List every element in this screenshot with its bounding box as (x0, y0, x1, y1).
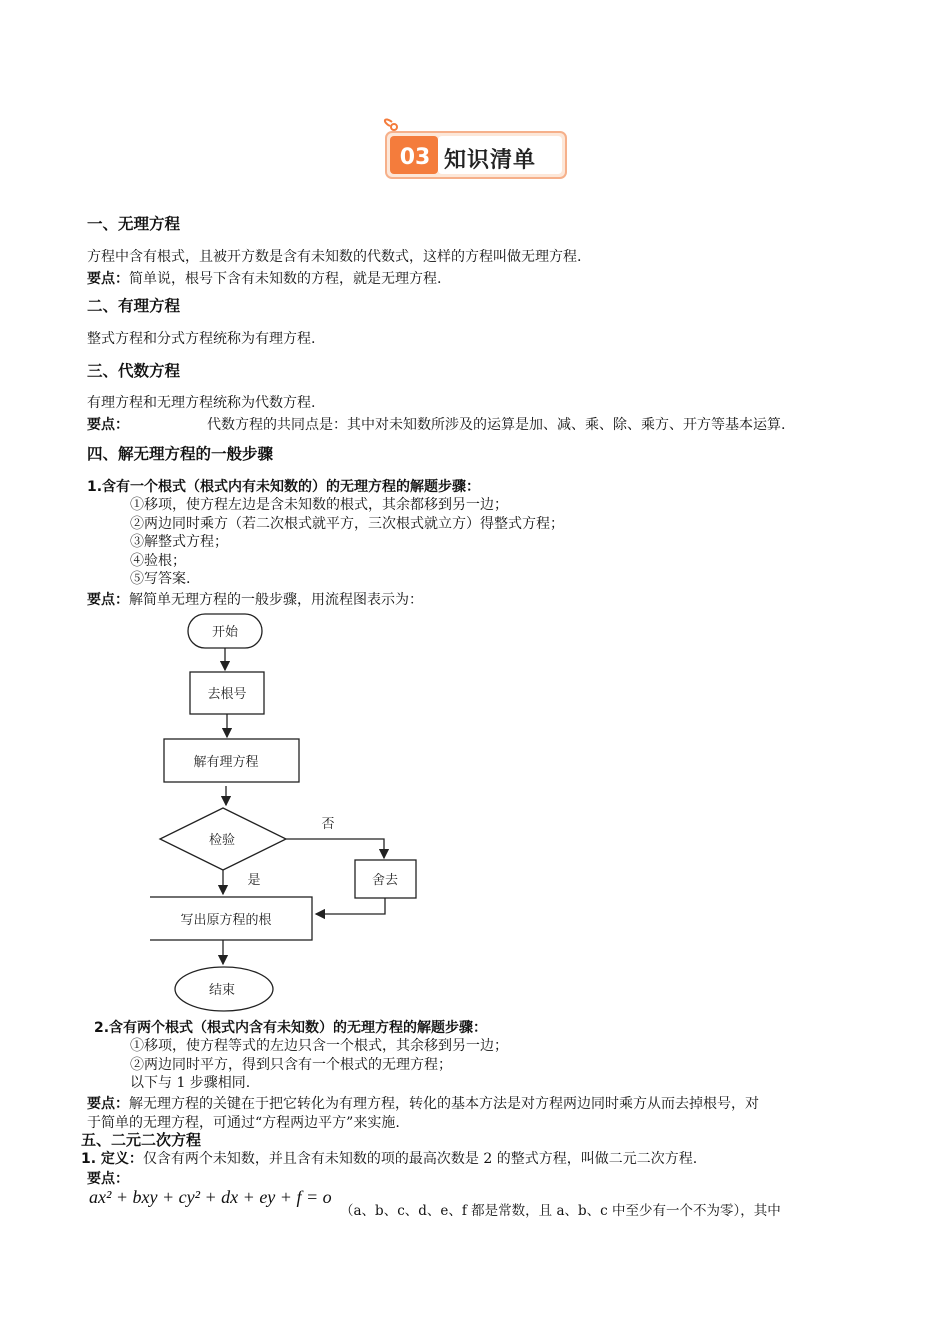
key-label: 要点： (87, 417, 129, 433)
definition-line (81, 1148, 697, 1168)
flowchart (150, 608, 440, 1016)
key-text: 简单说，根号下含有未知数的方程，就是无理方程. (129, 271, 442, 287)
step-item: ①移项，使方程等式的左边只含一个根式，其余移到另一边； (130, 1038, 508, 1054)
equation-note: （a、b、c、d、e、f 都是常数，且 a、b、c 中至少有一个不为零），其中 (340, 1203, 781, 1219)
heading-algebraic-equation: 三、代数方程 (87, 362, 181, 380)
step-item: ③解整式方程； (130, 534, 228, 550)
step-item: ②两边同时平方，得到只含有一个根式的无理方程； (130, 1056, 452, 1073)
banner-number: 03 (399, 145, 431, 170)
paragraph: 方程中含有根式，且被开方数是含有未知数的代数式，这样的方程叫做无理方程. (87, 249, 582, 265)
heading-quadratic-two-unknowns: 五、二元二次方程 (81, 1131, 202, 1149)
flow-start-label: 开始 (211, 625, 239, 640)
definition-text: 仅含有两个未知数，并且含有未知数的项的最高次数是 2 的整式方程，叫做二元二次方程. (142, 1151, 698, 1167)
general-equation: ax² + bxy + cy² + dx + ey + f = o (89, 1187, 332, 1207)
key-label: 要点： (87, 1171, 129, 1187)
flow-discard-label: 舍去 (371, 873, 399, 888)
key-text: 解简单无理方程的一般步骤，用流程图表示为： (129, 592, 423, 608)
key-label: 要点： (87, 1096, 129, 1112)
heading-irrational-equation: 一、无理方程 (87, 215, 181, 233)
key-label: 要点： (87, 271, 129, 287)
flow-remove-root-label: 去根号 (207, 687, 247, 702)
key-text: 代数方程的共同点是：其中对未知数所涉及的运算是加、减、乘、除、乘方、开方等基本运算. (207, 417, 786, 433)
flow-write-label: 写出原方程的根 (180, 913, 272, 928)
heading-rational-equation: 二、有理方程 (87, 297, 181, 315)
key-text-continued: 于简单的无理方程，可通过“方程两边平方”来实施. (87, 1115, 400, 1131)
key-point-line (87, 1093, 759, 1113)
step-item: ④验根； (130, 552, 186, 569)
key-text: 解无理方程的关键在于把它转化为有理方程，转化的基本方法是对方程两边同时乘方从而去掉根号，对 (129, 1096, 759, 1112)
definition-label: 1. 定义： (81, 1151, 143, 1167)
flow-check-label: 检验 (208, 833, 236, 848)
flow-no-label: 否 (321, 817, 335, 832)
paragraph: 整式方程和分式方程统称为有理方程. (87, 331, 316, 347)
step-list-2 (130, 1037, 508, 1093)
flow-yes-label: 是 (247, 873, 261, 888)
subheading-one-root: 1.含有一个根式（根式内有未知数的）的无理方程的解题步骤： (87, 479, 481, 495)
subheading-two-roots: 2.含有两个根式（根式内含有未知数）的无理方程的解题步骤： (94, 1020, 488, 1036)
heading-solving-steps: 四、解无理方程的一般步骤 (87, 445, 274, 463)
key-label: 要点： (87, 592, 129, 608)
paragraph: 有理方程和无理方程统称为代数方程. (87, 395, 316, 411)
key-point-line (87, 414, 129, 434)
step-item: ②两边同时乘方（若二次根式就平方，三次根式就立方）得整式方程； (130, 515, 564, 532)
step-item: ①移项，使方程左边是含未知数的根式，其余都移到另一边； (130, 497, 508, 513)
pin-icon (391, 124, 397, 130)
key-point-line (87, 268, 441, 288)
flow-end-label: 结束 (208, 983, 236, 998)
key-point-line (87, 589, 423, 609)
flow-solve-label: 解有理方程 (193, 755, 259, 770)
section-banner (380, 118, 570, 184)
step-list-1 (130, 496, 564, 589)
step-item: ⑤写答案. (130, 571, 191, 587)
banner-title: 知识清单 (444, 148, 537, 173)
step-item: 以下与 1 步骤相同. (130, 1075, 251, 1091)
